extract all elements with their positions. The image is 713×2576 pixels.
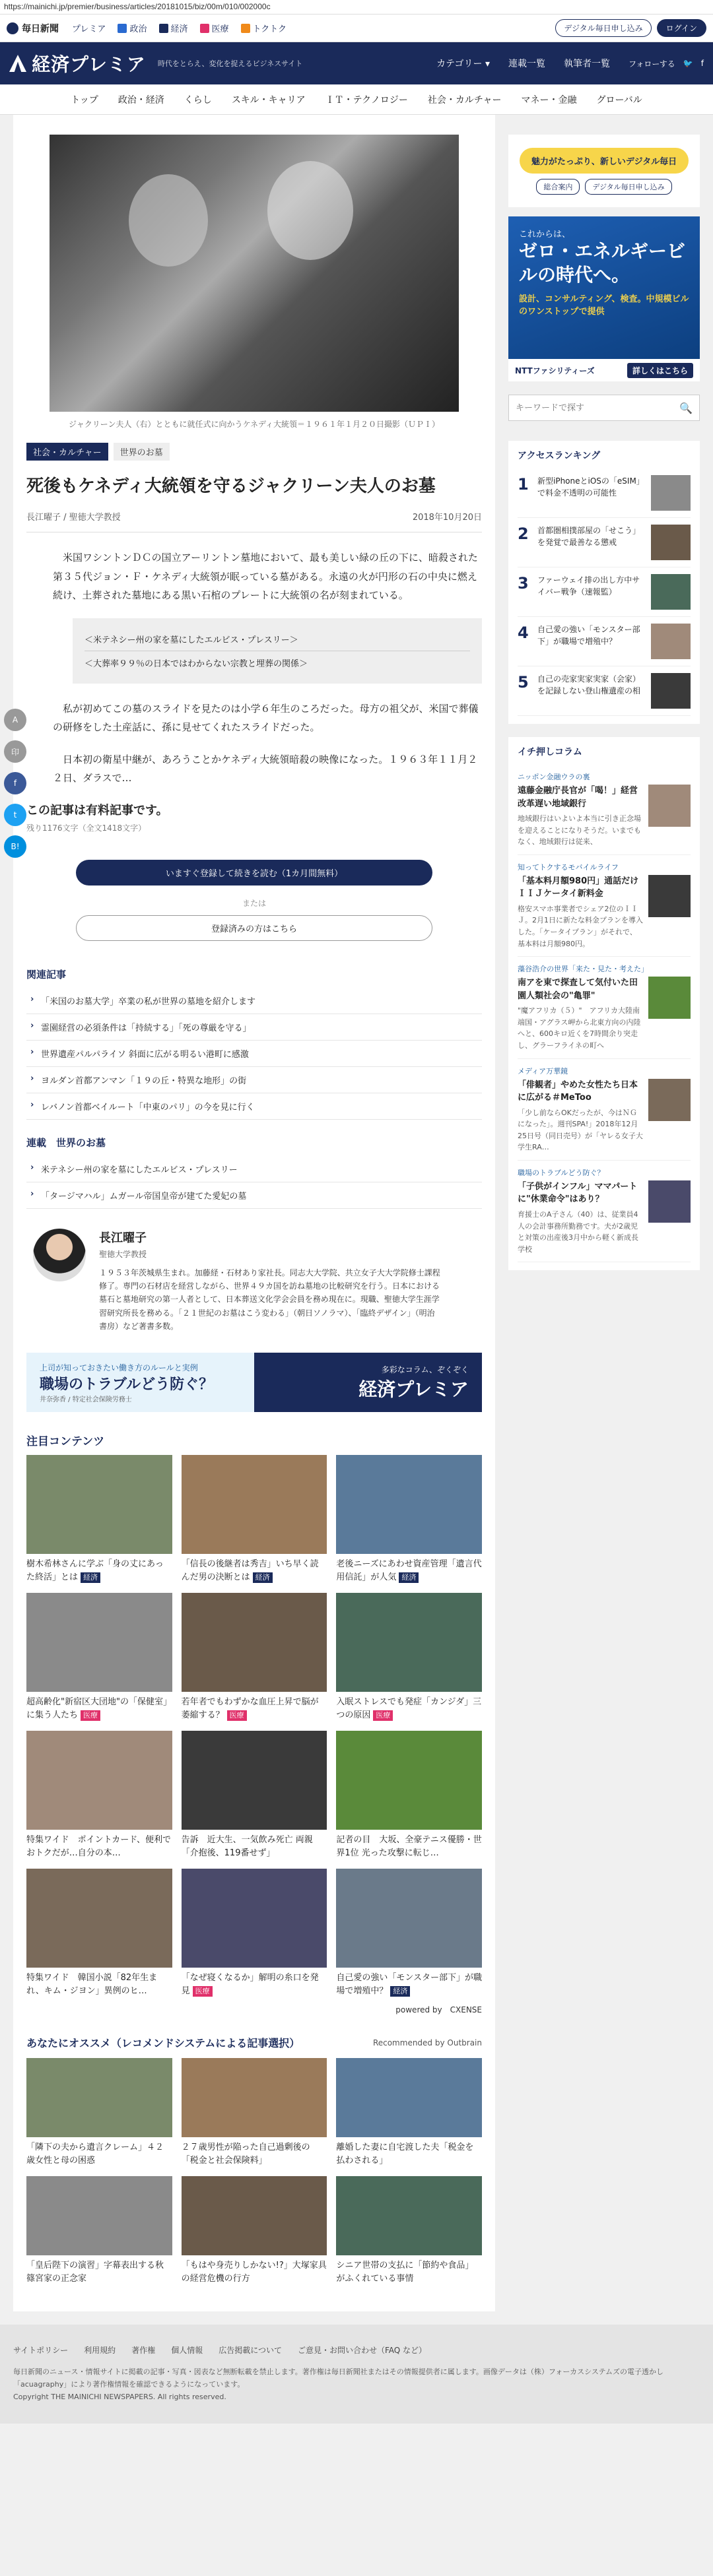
ranking-title: アクセスランキング: [518, 451, 601, 461]
rank-title[interactable]: 新型iPhoneとiOSの「eSIM」で料金不透明の可能性: [537, 476, 644, 498]
rank-title[interactable]: 自己愛の強い「モンスター部下」が職場で増殖中？: [537, 625, 640, 646]
share-bar: [4, 709, 26, 858]
featured-card[interactable]: [336, 1731, 482, 1859]
featured-card[interactable]: [26, 1593, 172, 1722]
ad-text: 魅力がたっぷり、新しいデジタル毎日: [520, 148, 689, 174]
column-thumbnail[interactable]: [648, 1180, 691, 1223]
category-badge: 医療: [227, 1710, 247, 1722]
related-box: [73, 618, 482, 684]
footer-link[interactable]: ご意見・お問い合わせ（FAQ など）: [297, 2346, 427, 2356]
recommend-title[interactable]: [26, 2255, 172, 2285]
top-nav-premier[interactable]: プレミア: [72, 24, 106, 34]
featured-title[interactable]: [336, 1692, 482, 1722]
pickup-panel: [508, 737, 700, 1270]
featured-title-text: 「なぜ寝くなるか」解明の糸口を発見: [181, 1973, 319, 1996]
featured-thumbnail[interactable]: [182, 1731, 327, 1830]
recommend-title[interactable]: [336, 2137, 482, 2167]
featured-card[interactable]: [182, 1593, 327, 1722]
category-badge: 経済: [81, 1572, 100, 1584]
article-paragraph: 米国ワシントンＤＣの国立アーリントン墓地において、最も美しい緑の丘の下に、暗殺された第３５代ジョン・Ｆ・ケネディ大統領が眠っている墓がある。永遠の火が円形の石の中央に燃え続け、土葬された墓地にある黒い石棺のプレートに大統領の名が刻まれている。: [53, 552, 478, 601]
featured-thumbnail[interactable]: [182, 1869, 327, 1968]
subnav-it-tech[interactable]: ＩＴ・テクノロジー: [325, 94, 408, 106]
recommend-title-text: 「皇后陛下の演習」字幕表出する秋篠宮家の正念家: [26, 2261, 164, 2284]
search-box: [508, 395, 700, 421]
featured-card[interactable]: [26, 1455, 172, 1584]
column-title[interactable]: 「基本料月額980円」通話だけＩＩＪケータイ新料金: [518, 876, 639, 899]
column-name[interactable]: 藻谷浩介の世界「来た・見た・考えた」: [518, 965, 648, 974]
list-item[interactable]: › ヨルダン首都アンマン「１９の丘・特異な地形」の街: [26, 1067, 482, 1093]
featured-card[interactable]: [26, 1869, 172, 1997]
politics-icon: [118, 24, 127, 33]
ad2-headline: ゼロ・エネルギービルの時代へ。: [519, 240, 686, 286]
registered-login-button[interactable]: 登録済みの方はこちら: [76, 915, 432, 941]
pickup-title: イチ押しコラム: [518, 747, 582, 757]
rank-number: 3: [518, 574, 529, 593]
category-badge: 医療: [81, 1710, 100, 1722]
pickup-item[interactable]: [518, 1059, 691, 1161]
search-input[interactable]: [516, 403, 679, 413]
series-tag[interactable]: 世界のお墓: [114, 443, 170, 461]
column-title[interactable]: 「子供がインフル」ママパートに"休業命令"はあり？: [518, 1181, 638, 1205]
featured-card[interactable]: [26, 1731, 172, 1859]
brand-mark-icon: [9, 55, 26, 72]
recommend-card[interactable]: [26, 2176, 172, 2285]
featured-title-text: 若年者でもわずかな血圧上昇で脳が萎縮する？: [181, 1697, 319, 1720]
footer-note: 毎日新聞のニュース・情報サイトに掲載の記事・写真・図表など無断転載を禁止します。著作権は毎日新聞社またはその情報提供者に属します。画像データは（株）フォーカスシステムズの電子透かし「acuagraphy」により著作権情報を確認できるようになっています。: [13, 2367, 664, 2389]
brand[interactable]: [9, 50, 302, 77]
featured-title-text: 告訴 近大生、一気飲み死亡 両親「介抱後、119番せず」: [181, 1835, 313, 1858]
related-box-link[interactable]: ＜大葬率９９％の日本ではわからない宗教と埋葬の関係＞: [85, 659, 308, 669]
main-column: [13, 115, 495, 2311]
site-footer: [0, 2325, 713, 2423]
site-header: [0, 42, 713, 84]
footer-link[interactable]: 広告掲載について: [219, 2346, 282, 2356]
pickup-item[interactable]: [518, 855, 691, 957]
related-title: 関連記事: [26, 968, 67, 981]
category-badge: 経済: [399, 1572, 419, 1584]
ad2-subline: 設計、コンサルティング、検査。中規模ビルのワンストップで提供: [519, 294, 689, 317]
subnav-top[interactable]: トップ: [71, 94, 98, 106]
banner-title: 職場のトラブルどう防ぐ？: [40, 1376, 214, 1393]
rank-thumbnail[interactable]: [651, 574, 691, 610]
featured-title-text: 「信長の後継者は秀吉」いち早く読んだ男の決断とは: [181, 1559, 319, 1582]
recommend-card[interactable]: [182, 2176, 327, 2285]
ad2-line1: これからは、: [519, 230, 571, 240]
sub-nav: [0, 84, 713, 115]
featured-title-text: 自己愛の強い「モンスター部下」が職場で増殖中？: [336, 1973, 482, 1996]
ranking-item[interactable]: [518, 518, 691, 567]
featured-title[interactable]: [26, 1554, 172, 1584]
photo-caption: ジャクリーン夫人（右）とともに就任式に向かうケネディ大統領＝１９６１年１月２０日撮影（ＵＰＩ）: [68, 420, 440, 429]
rank-thumbnail[interactable]: [651, 624, 691, 659]
url-bar[interactable]: https://mainichi.jp/premier/business/articles/20181015/biz/00m/010/002000c: [0, 0, 713, 15]
promo-banner[interactable]: [26, 1353, 482, 1412]
list-item[interactable]: › 「タージマハル」ムガール帝国皇帝が建てた愛妃の墓: [26, 1182, 482, 1209]
top-nav-tokutoku[interactable]: トクトク: [241, 22, 287, 34]
recommend-title-text: ２７歳男性が陥った自己過剰後の「税金と社会保険料」: [181, 2142, 310, 2166]
author-box: [26, 1229, 482, 1334]
featured-title[interactable]: [336, 1554, 482, 1584]
ad2-logo: NTTファシリティーズ: [515, 366, 595, 375]
ranking-item[interactable]: [518, 666, 691, 716]
ranking-item[interactable]: [518, 468, 691, 518]
featured-card[interactable]: [336, 1869, 482, 1997]
search-icon[interactable]: 🔍: [679, 401, 693, 414]
economy-icon: [159, 24, 168, 33]
featured-title[interactable]: [336, 1968, 482, 1997]
article-title: 死後もケネディ大統領を守るジャクリーン夫人のお墓: [26, 476, 436, 496]
featured-title[interactable]: [336, 1830, 482, 1859]
digital-mainichi-ad[interactable]: [508, 135, 700, 207]
column-name[interactable]: 知ってトクするモバイルライフ: [518, 862, 619, 872]
footer-link[interactable]: サイトポリシー: [13, 2346, 69, 2356]
footer-link[interactable]: 利用規約: [84, 2346, 116, 2356]
author-title: 聖徳大学教授: [99, 1249, 147, 1259]
article-author[interactable]: 長江曜子 / 聖徳大学教授: [26, 513, 121, 523]
login-button[interactable]: ログイン: [657, 19, 706, 37]
banner-note: 井奈弥香 / 特定社会保険労務士: [40, 1396, 132, 1403]
subnav-global[interactable]: グローバル: [596, 94, 642, 106]
article-paragraph: 私が初めてこの墓のスライドを見たのは小学６年生のころだった。母方の祖父が、米国で葬儀の研修をした土産話に、孫に見せてくれたスライドだった。: [53, 702, 479, 733]
top-nav: [72, 22, 287, 34]
sidebar: [508, 115, 700, 2311]
banner-right-brand: 経済プレミア: [358, 1378, 469, 1400]
top-nav-medical[interactable]: 医療: [200, 22, 229, 34]
featured-title[interactable]: [182, 1692, 327, 1722]
list-item[interactable]: › 「米国のお墓大学」卒業の私が世界の墓地を紹介します: [26, 988, 482, 1014]
column-summary: 地域銀行はいよいよ本当に引き正念場を迎えることになりそうだ。いまでもなく、地域銀行は従来、: [518, 814, 641, 847]
recommend-title[interactable]: [336, 2255, 482, 2285]
featured-thumbnail[interactable]: [26, 1593, 172, 1692]
rank-number: 5: [518, 673, 529, 692]
nav-category[interactable]: カテゴリー ▾: [436, 59, 490, 69]
rank-number: 1: [518, 475, 529, 494]
font-size-icon[interactable]: A: [4, 709, 26, 731]
remaining-count: 残り1176文字（全文1418文字）: [26, 823, 147, 833]
featured-title-text: 特集ワイド ポイントカード、便利でおトクだが…自分の本…: [26, 1835, 172, 1858]
footer-link[interactable]: 個人情報: [171, 2346, 203, 2356]
subscribe-button[interactable]: デジタル毎日申し込み: [555, 19, 651, 37]
recommend-card[interactable]: [26, 2058, 172, 2167]
rank-thumbnail[interactable]: [651, 673, 691, 709]
twitter-icon[interactable]: 🐦: [683, 59, 693, 68]
avatar[interactable]: [33, 1229, 86, 1281]
column-summary: 格安スマホ事業者でシェア2位のＩＩＪ。2月1日に新たな料金プランを導入した。「ケータイプラン」がそれで、基本料は月額980円。: [518, 904, 643, 948]
series-list: [26, 1156, 482, 1209]
column-title[interactable]: 南アを東で探査して気付いた田園人類社会の"亀罪": [518, 978, 638, 1001]
recommend-card[interactable]: [336, 2058, 482, 2167]
featured-thumbnail[interactable]: [26, 1869, 172, 1968]
banner-right-small: 多彩なコラム、ぞくぞく: [381, 1365, 469, 1374]
list-item[interactable]: › 米テネシー州の家を墓にしたエルビス・プレスリー: [26, 1156, 482, 1182]
top-nav-politics[interactable]: 政治: [118, 22, 147, 34]
article-paragraph: 日本初の衛星中継が、あろうことかケネディ大統領暗殺の映像になった。１９６３年１１月２２日、ダラスで…: [53, 753, 478, 784]
rank-thumbnail[interactable]: [651, 475, 691, 511]
featured-thumbnail[interactable]: [336, 1455, 482, 1554]
featured-title[interactable]: [26, 1692, 172, 1722]
subnav-politics-economy[interactable]: 政治・経済: [118, 94, 164, 106]
featured-title-text: 超高齢化"新宿区大団地"の「保健室」に集う人たち: [26, 1697, 172, 1720]
recommend-title-text: 「隣下の夫から遺言クレーム」４２歳女性と母の困惑: [26, 2142, 164, 2166]
category-badge: 経済: [390, 1986, 410, 1997]
ntt-facilities-ad[interactable]: [508, 216, 700, 381]
author-name[interactable]: 長江曜子: [99, 1231, 147, 1245]
column-thumbnail[interactable]: [648, 785, 691, 827]
recommend-title[interactable]: [182, 2137, 327, 2167]
recommend-title[interactable]: [26, 2137, 172, 2167]
header-nav: [436, 57, 704, 70]
ad2-detail-button[interactable]: 詳しくはこちら: [627, 363, 693, 378]
featured-title[interactable]: [182, 1830, 327, 1859]
recommend-title-text: 「もはや身売りしかない!?」大塚家具の経営危機の行方: [181, 2261, 327, 2284]
featured-card[interactable]: [336, 1455, 482, 1584]
featured-thumbnail[interactable]: [182, 1455, 327, 1554]
recommend-title[interactable]: [182, 2255, 327, 2285]
recommend-thumbnail[interactable]: [336, 2058, 482, 2137]
column-summary: 育援士のA子さん（40）は、従業員4人の会計事務所勤務です。夫が2歳児と対策の出産後3月中から軽く新成長学校: [518, 1209, 638, 1254]
column-thumbnail[interactable]: [648, 1079, 691, 1121]
rank-title[interactable]: 自己の売家実家実家（会家）を記録しない登山権遺産の相: [537, 674, 641, 695]
featured-thumbnail[interactable]: [336, 1593, 482, 1692]
featured-thumbnail[interactable]: [26, 1455, 172, 1554]
featured-title[interactable]: [182, 1968, 327, 1997]
list-item[interactable]: › 世界遺産パルパライソ 斜面に広がる明るい港町に感激: [26, 1041, 482, 1067]
featured-card[interactable]: [182, 1869, 327, 1997]
featured-title-text: 記者の目 大坂、全豪テニス優勝・世界1位 光った攻撃に転じ…: [336, 1835, 482, 1858]
banner-subtitle: 上司が知っておきたい働き方のルールと実例: [40, 1363, 198, 1372]
recommend-card[interactable]: [182, 2058, 327, 2167]
column-title[interactable]: 遠藤金融庁長官が「喝！」経営改革遅い地域銀行: [518, 786, 638, 809]
recommend-thumbnail[interactable]: [26, 2058, 172, 2137]
featured-card[interactable]: [182, 1731, 327, 1859]
related-box-link[interactable]: ＜米テネシー州の家を墓にしたエルビス・プレスリー＞: [85, 628, 470, 651]
powered-by: powered by CXENSE: [395, 2005, 482, 2015]
nav-authors[interactable]: 執筆者一覧: [564, 59, 610, 69]
outbrain-credit[interactable]: Recommended by Outbrain: [372, 2038, 482, 2047]
featured-card[interactable]: [182, 1455, 327, 1584]
medical-icon: [200, 24, 209, 33]
category-badge: 医療: [193, 1986, 213, 1997]
article-date: 2018年10月20日: [412, 513, 482, 523]
column-name[interactable]: メディア万華鏡: [518, 1066, 568, 1076]
recommend-grid: [26, 2058, 482, 2285]
featured-title: 注目コンテンツ: [26, 1435, 105, 1449]
twitter-share-icon[interactable]: t: [4, 804, 26, 826]
logo-icon: [7, 22, 18, 34]
featured-title-text: 入眠ストレスでも発症「カンジダ」三つの原因: [336, 1697, 482, 1720]
ad-guide-button[interactable]: 総合案内: [536, 179, 580, 195]
featured-title-text: 特集ワイド 韓国小説「82年生まれ、キム・ジヨン」異例のヒ…: [26, 1973, 158, 1996]
rank-thumbnail[interactable]: [651, 525, 691, 560]
author-bio: １９５３年茨城県生まれ。加藤経・石材あり家社長。同志大大学院、共立女子大大学院修士課程修了。専門の石材店を経営しながら、世界４９カ国を訪ね墓地の比較研究を行う。日本における墓石と墓地研究の第一人者として、日本葬送文化学会会員を務め現在に。現職、聖徳大学生涯学習研究所長を務める。「２１世紀のお墓はこう変わる」（朝日ソノラマ）、「臨終デザイン」（明治書房）など著書多数。: [99, 1268, 440, 1332]
featured-title-text: 樹木希林さんに学ぶ「身の丈にあった終活」とは: [26, 1559, 164, 1582]
subnav-society-culture[interactable]: 社会・カルチャー: [427, 94, 502, 106]
facebook-share-icon[interactable]: f: [4, 772, 26, 794]
mainichi-logo[interactable]: 毎日新聞: [7, 22, 59, 35]
category-badge: 医療: [373, 1710, 393, 1722]
list-item[interactable]: › 霊園経営の必須条件は「持続する」「死の尊厳を守る」: [26, 1014, 482, 1041]
column-summary: "魔アフリカ（５）" アフリカ大陸南端国・アグラス岬から北東方向の内陸へと、600キロ近くを7時間余り突走し、グラーフライネの町へ: [518, 1006, 641, 1050]
related-list: [26, 988, 482, 1120]
print-icon[interactable]: 印: [4, 740, 26, 763]
featured-title[interactable]: [182, 1554, 327, 1584]
column-title[interactable]: 「俳観者」やめた女性たち日本に広がる＃MeToo: [518, 1079, 638, 1103]
hatena-bookmark-icon[interactable]: B!: [4, 835, 26, 858]
recommend-thumbnail[interactable]: [182, 2176, 327, 2255]
rank-number: 4: [518, 624, 529, 642]
nav-series[interactable]: 連載一覧: [508, 59, 545, 69]
featured-title-text: 老後ニーズにあわせ資産管理「遺言代用信託」が人気: [336, 1559, 482, 1582]
brand-name: 経済プレミア: [32, 53, 146, 75]
featured-card[interactable]: [336, 1593, 482, 1722]
featured-title[interactable]: [26, 1968, 172, 1997]
series-list-title: 連載 世界のお墓: [26, 1136, 106, 1149]
hero-photo: [50, 135, 459, 412]
follow-area: フォローする 🐦 f: [628, 59, 704, 69]
ad-subscribe-button[interactable]: デジタル毎日申し込み: [585, 179, 671, 195]
paid-notice: この記事は有料記事です。: [26, 803, 168, 818]
column-summary: 「少し前ならOKだったが、今はＮＧになった」。週刊SPA!」2018年12月25日号（同日売号）が「ヤレる女子大学生RA…: [518, 1108, 643, 1152]
top-bar: [0, 15, 713, 42]
list-item[interactable]: › レバノン首都ベイルート「中東のパリ」の今を見に行く: [26, 1093, 482, 1120]
rank-title[interactable]: 首都圏相撲部屋の「せこう」を発覚で最善なる懲戒: [537, 526, 641, 547]
register-cta-button[interactable]: いますぐ登録して続きを読む（1カ月間無料）: [76, 860, 432, 886]
brand-tagline: 時代をとらえ、変化を捉えるビジネスサイト: [157, 59, 303, 68]
recommend-card[interactable]: [336, 2176, 482, 2285]
or-label: または: [242, 898, 266, 908]
recommend-title: あなたにオススメ（レコメンドシステムによる記事選択）: [26, 2037, 300, 2050]
featured-thumbnail[interactable]: [182, 1593, 327, 1692]
rank-title[interactable]: ファーウェイ排の出し方中サイバー戦争（速報監）: [537, 575, 640, 596]
recommend-title-text: 離婚した妻に自宅渡した夫「税金を払わされる」: [336, 2142, 474, 2166]
subnav-skill-career[interactable]: スキル・キャリア: [231, 94, 306, 106]
copyright: Copyright THE MAINICHI NEWSPAPERS. All rights reserved.: [13, 2392, 226, 2401]
pickup-item[interactable]: [518, 957, 691, 1058]
pickup-item[interactable]: [518, 1161, 691, 1262]
footer-link[interactable]: 著作権: [131, 2346, 156, 2356]
featured-title[interactable]: [26, 1830, 172, 1859]
featured-thumbnail[interactable]: [26, 1731, 172, 1830]
column-thumbnail[interactable]: [648, 875, 691, 917]
ranking-panel: [508, 441, 700, 724]
recommend-thumbnail[interactable]: [336, 2176, 482, 2255]
category-badge: 経済: [253, 1572, 273, 1584]
subnav-living[interactable]: くらし: [184, 94, 212, 106]
facebook-icon[interactable]: f: [700, 59, 704, 68]
subnav-money[interactable]: マネー・金融: [521, 94, 577, 106]
pickup-item[interactable]: [518, 765, 691, 855]
ranking-item[interactable]: [518, 567, 691, 617]
recommend-thumbnail[interactable]: [26, 2176, 172, 2255]
column-name[interactable]: ニッポン金融ウラの裏: [518, 773, 590, 781]
category-tag[interactable]: 社会・カルチャー: [26, 443, 108, 461]
column-thumbnail[interactable]: [648, 977, 691, 1019]
ranking-item[interactable]: [518, 617, 691, 666]
tokutoku-icon: [241, 24, 250, 33]
featured-thumbnail[interactable]: [336, 1731, 482, 1830]
column-name[interactable]: 職場のトラブルどう防ぐ？: [518, 1168, 605, 1177]
featured-grid: [26, 1455, 482, 1997]
recommend-title-text: シニア世帯の支払に「節約や食品」がふくれている事情: [336, 2261, 474, 2284]
featured-thumbnail[interactable]: [336, 1869, 482, 1968]
rank-number: 2: [518, 525, 529, 543]
top-nav-economy[interactable]: 経済: [159, 22, 188, 34]
recommend-thumbnail[interactable]: [182, 2058, 327, 2137]
